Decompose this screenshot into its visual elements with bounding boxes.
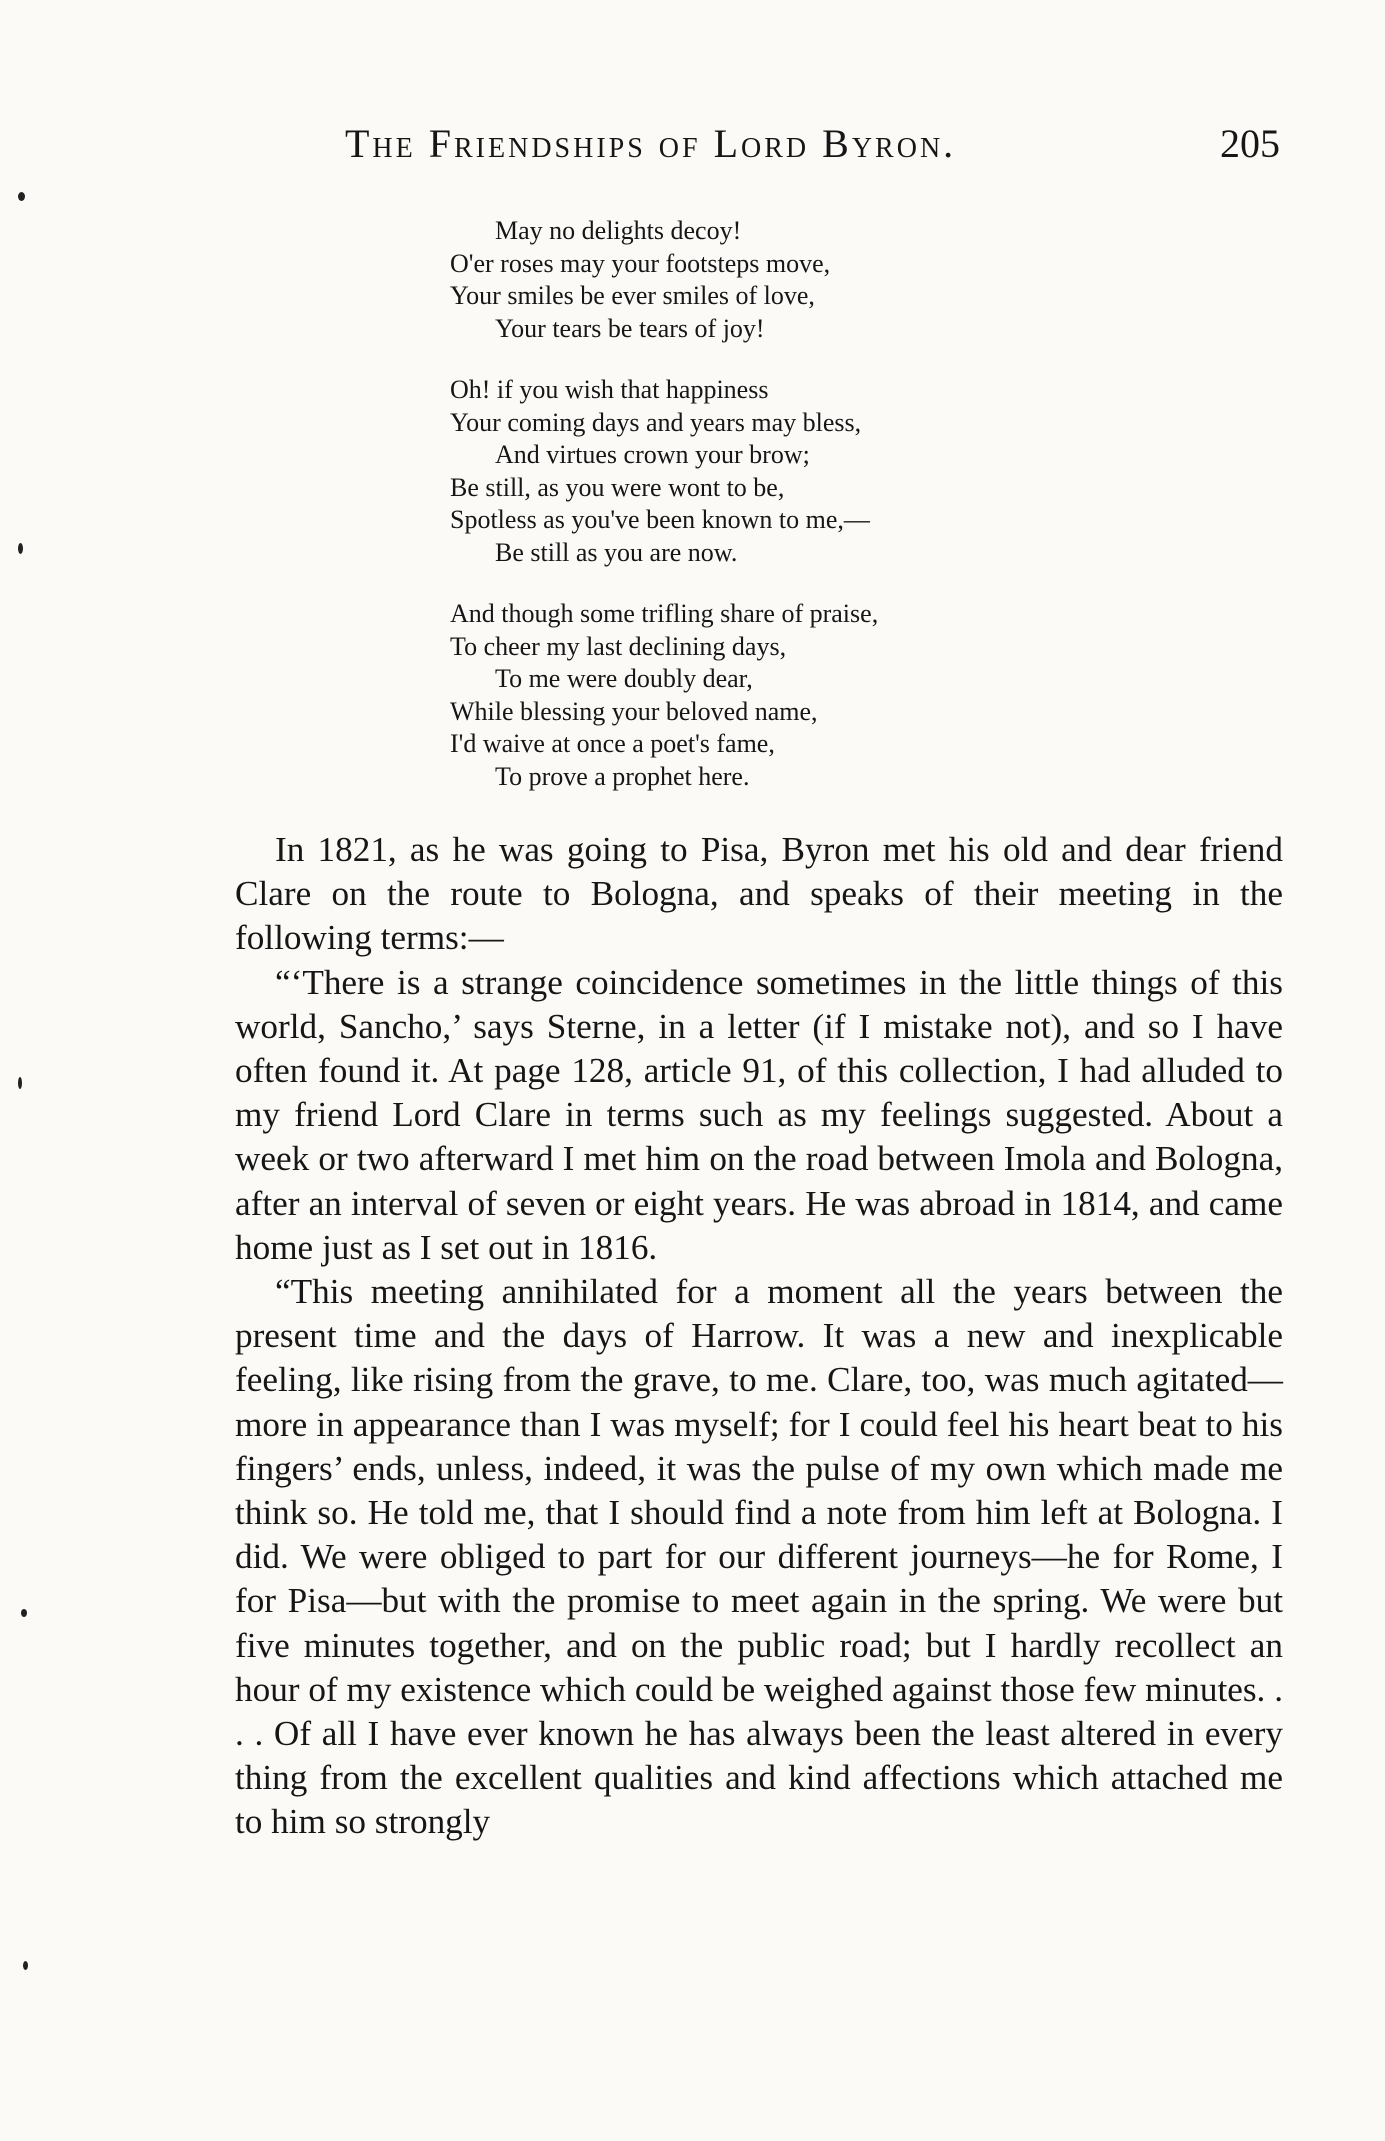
poem-line: Oh! if you wish that happiness xyxy=(450,375,769,404)
poem-line: O'er roses may your footsteps move, xyxy=(450,248,831,278)
paragraph: In 1821, as he was going to Pisa, Byron met his old and dear friend Clare on the route to Bologna, and speaks of their meeting in the following terms:— xyxy=(235,830,1283,958)
poem-line: Your coming days and years may bless, xyxy=(450,407,862,437)
poem-line: To cheer my last declining days, xyxy=(450,631,787,661)
poem-line: Your smiles be ever smiles of love, xyxy=(450,281,815,310)
poem-line: While blessing your beloved name, xyxy=(450,696,818,726)
poem-line: Spotless as you've been known to me,— xyxy=(450,505,870,534)
scan-speck xyxy=(18,1077,22,1089)
poem-block xyxy=(450,215,1150,793)
running-title: The Friendships of Lord Byron. xyxy=(345,121,957,166)
scan-speck xyxy=(18,543,23,554)
paragraph: “‘There is a strange coincidence sometimes in the little things of this world, Sancho,’ says Sterne, in a letter (if I mistake not), and so I have often found it. At page 128, article 91, of this collection, I had alluded to my friend Lord Clare in terms such as my feelings suggested. About a week or two afterward I met him on the road between Imola and Bologna, after an interval of seven or eight years. He was abroad in 1814, and came home just as I set out in 1816. xyxy=(235,962,1283,1267)
poem-line: And though some trifling share of praise, xyxy=(450,599,879,628)
poem-line: And virtues crown your brow; xyxy=(495,440,810,469)
prose-body xyxy=(235,828,1283,1845)
poem-line: Your tears be tears of joy! xyxy=(495,313,765,343)
poem-line: May no delights decoy! xyxy=(495,216,742,245)
page-number: 205 xyxy=(1220,121,1280,166)
poem-line: I'd waive at once a poet's fame, xyxy=(450,729,775,758)
poem-stanza xyxy=(450,598,1150,793)
poem-line: To prove a prophet here. xyxy=(495,761,750,791)
scan-speck xyxy=(18,192,25,201)
poem-line: Be still, as you were wont to be, xyxy=(450,472,785,502)
poem-stanza xyxy=(450,374,1150,569)
scan-speck xyxy=(23,1961,28,1970)
poem-stanza xyxy=(450,215,1150,345)
paragraph: “This meeting annihilated for a moment all the years between the present time and the days of Harrow. It was a new and inexplicable feeling, like rising from the grave, to me. Clare, too, was much agitated—more in appearance than I was myself; for I could feel his heart beat to his fingers’ ends, unless, indeed, it was the pulse of my own which made me think so. He told me, that I should find a note from him left at Bologna. I did. We were obliged to part for our different journeys—he for Rome, I for Pisa—but with the promise to meet again in the spring. We were but five minutes together, and on the public road; but I hardly recollect an hour of my existence which could be weighed against those few minutes. . . . Of all I have ever known he has always been the least altered in every thing from the excellent qualities and kind affections which attached me to him so strongly xyxy=(235,1272,1283,1842)
poem-line: To me were doubly dear, xyxy=(495,664,753,693)
running-header xyxy=(345,120,1280,176)
poem-line: Be still as you are now. xyxy=(495,537,738,567)
scan-speck xyxy=(21,1609,27,1617)
